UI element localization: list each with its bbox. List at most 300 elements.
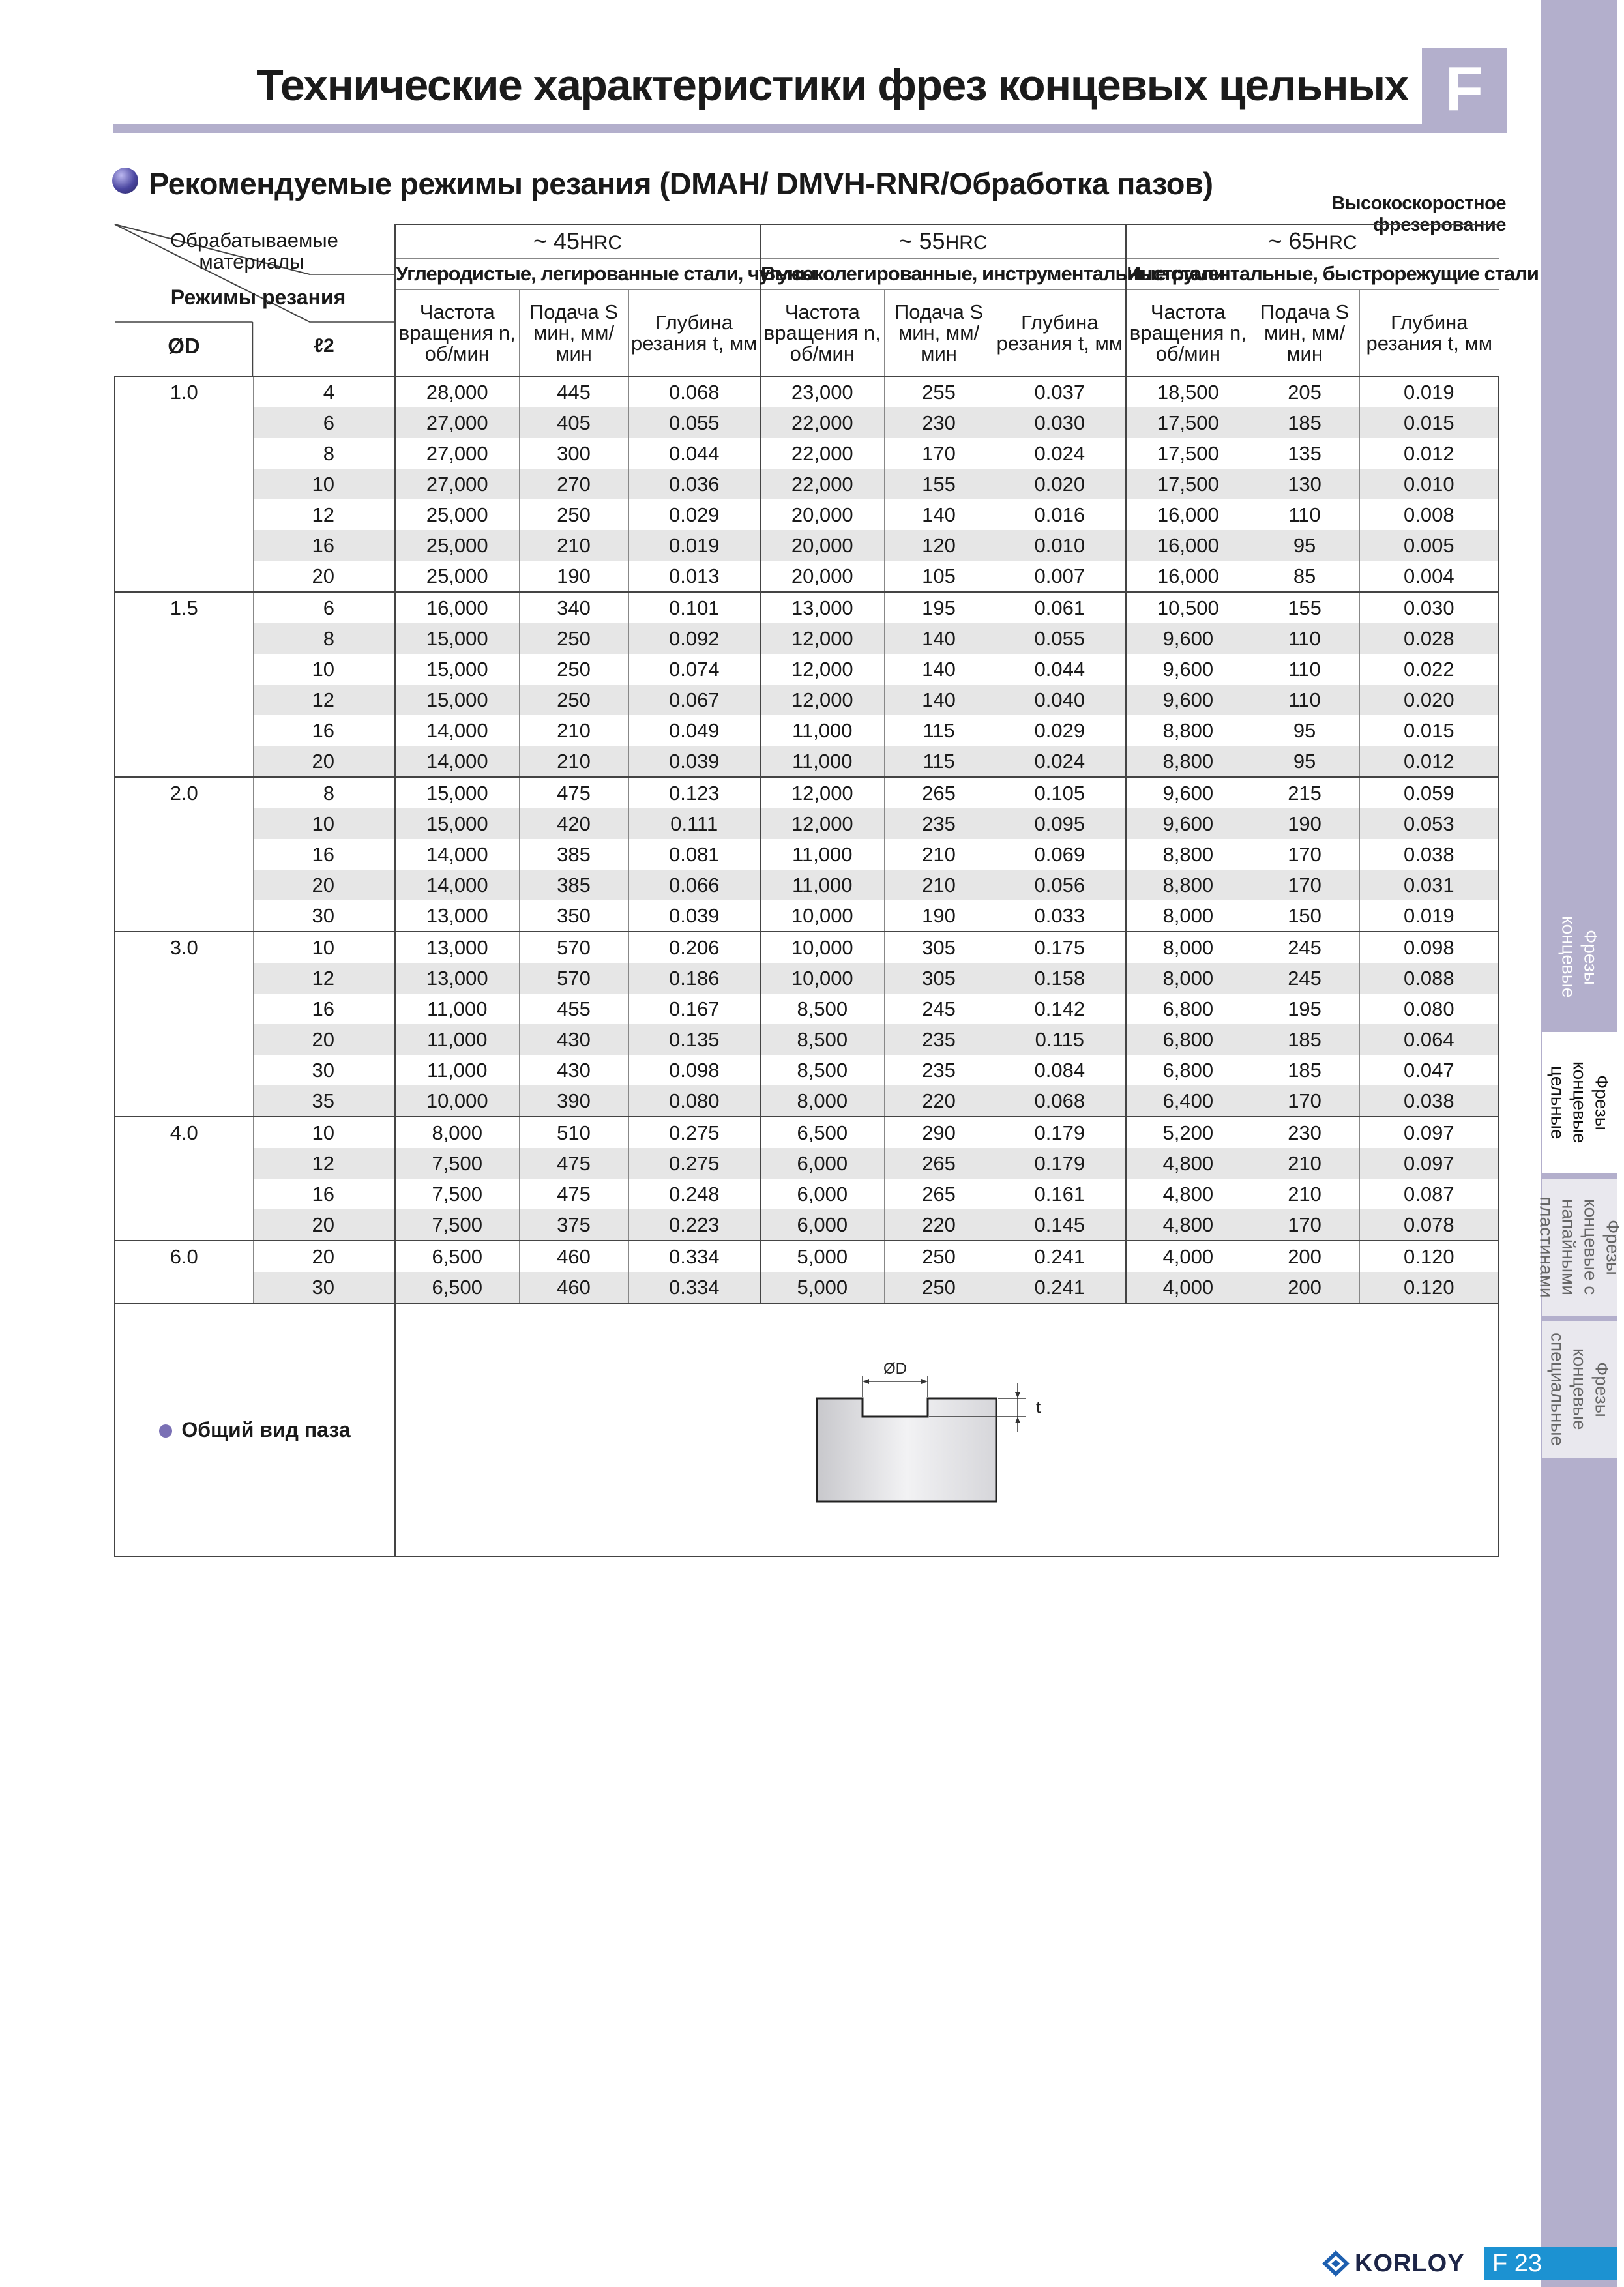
value-cell: 12,000 — [760, 623, 884, 654]
diameter-cell: 6.0 — [115, 1241, 253, 1272]
value-cell: 205 — [1250, 376, 1359, 407]
value-cell: 27,000 — [395, 438, 519, 469]
diameter-cell — [115, 438, 253, 469]
column-header: Глубина резания t, мм — [1359, 290, 1499, 376]
value-cell: 0.004 — [1359, 561, 1499, 592]
value-cell: 11,000 — [760, 839, 884, 870]
value-cell: 10,000 — [760, 900, 884, 932]
value-cell: 0.020 — [1359, 685, 1499, 715]
value-cell: 13,000 — [395, 963, 519, 994]
value-cell: 0.020 — [994, 469, 1126, 499]
value-cell: 475 — [519, 777, 628, 808]
value-cell: 0.175 — [994, 932, 1126, 963]
table-row — [115, 530, 1499, 561]
diameter-cell: 1.0 — [115, 376, 253, 407]
value-cell: 0.115 — [994, 1024, 1126, 1055]
column-header: Частота вращения n, об/мин — [760, 290, 884, 376]
value-cell: 130 — [1250, 469, 1359, 499]
dim-d-label: ØD — [883, 1360, 907, 1378]
table-row — [115, 963, 1499, 994]
table-row — [115, 407, 1499, 438]
value-cell: 17,500 — [1126, 438, 1250, 469]
section-title: Рекомендуемые режимы резания (DMAH/ DMVH-RNR/Обработка пазов) — [149, 166, 1213, 201]
value-cell: 290 — [884, 1117, 994, 1148]
value-cell: 185 — [1250, 407, 1359, 438]
group-materials-2: Высоколегированные, инструментальные стали — [760, 258, 1126, 289]
table-row — [115, 1117, 1499, 1148]
diameter-cell — [115, 685, 253, 715]
value-cell: 210 — [519, 746, 628, 777]
column-header: Подача S мин, мм/мин — [519, 290, 628, 376]
value-cell: 0.019 — [1359, 900, 1499, 932]
table-row — [115, 654, 1499, 685]
value-cell: 455 — [519, 994, 628, 1024]
value-cell: 210 — [519, 715, 628, 746]
value-cell: 0.161 — [994, 1179, 1126, 1209]
value-cell: 14,000 — [395, 839, 519, 870]
table-row — [115, 808, 1499, 839]
value-cell: 0.145 — [994, 1209, 1126, 1241]
value-cell: 0.097 — [1359, 1148, 1499, 1179]
corner-length-label: ℓ2 — [314, 335, 334, 357]
brand-name: KORLOY — [1355, 2249, 1465, 2277]
value-cell: 195 — [884, 592, 994, 623]
value-cell: 0.080 — [1359, 994, 1499, 1024]
sidebar-tab-label: Фрезы концевые специальные — [1547, 1332, 1612, 1447]
value-cell: 0.123 — [628, 777, 760, 808]
length-cell: 8 — [253, 623, 395, 654]
value-cell: 0.036 — [628, 469, 760, 499]
value-cell: 300 — [519, 438, 628, 469]
value-cell: 110 — [1250, 623, 1359, 654]
value-cell: 27,000 — [395, 407, 519, 438]
value-cell: 245 — [1250, 932, 1359, 963]
value-cell: 25,000 — [395, 561, 519, 592]
diameter-cell: 4.0 — [115, 1117, 253, 1148]
length-cell: 6 — [253, 407, 395, 438]
value-cell: 0.053 — [1359, 808, 1499, 839]
value-cell: 10,000 — [395, 1085, 519, 1117]
value-cell: 250 — [884, 1272, 994, 1303]
value-cell: 0.087 — [1359, 1179, 1499, 1209]
sidebar-tab-special-end-mills[interactable] — [1542, 1321, 1617, 1458]
value-cell: 18,500 — [1126, 376, 1250, 407]
value-cell: 430 — [519, 1024, 628, 1055]
value-cell: 7,500 — [395, 1209, 519, 1241]
value-cell: 420 — [519, 808, 628, 839]
length-cell: 10 — [253, 469, 395, 499]
value-cell: 25,000 — [395, 499, 519, 530]
value-cell: 0.030 — [1359, 592, 1499, 623]
length-cell: 6 — [253, 592, 395, 623]
diameter-cell — [115, 469, 253, 499]
diameter-cell — [115, 1085, 253, 1117]
value-cell: 215 — [1250, 777, 1359, 808]
value-cell: 250 — [519, 623, 628, 654]
value-cell: 220 — [884, 1085, 994, 1117]
value-cell: 0.008 — [1359, 499, 1499, 530]
value-cell: 9,600 — [1126, 654, 1250, 685]
sidebar-tab-end-mills[interactable] — [1542, 890, 1617, 1024]
table-row — [115, 438, 1499, 469]
sidebar-tab-label: Фрезы концевые цельные — [1547, 1061, 1612, 1144]
value-cell: 170 — [1250, 1209, 1359, 1241]
value-cell: 8,800 — [1126, 839, 1250, 870]
column-header: Подача S мин, мм/мин — [1250, 290, 1359, 376]
value-cell: 17,500 — [1126, 469, 1250, 499]
length-cell: 20 — [253, 1209, 395, 1241]
value-cell: 8,500 — [760, 1055, 884, 1085]
value-cell: 0.092 — [628, 623, 760, 654]
value-cell: 9,600 — [1126, 777, 1250, 808]
value-cell: 140 — [884, 654, 994, 685]
value-cell: 0.241 — [994, 1241, 1126, 1272]
value-cell: 570 — [519, 963, 628, 994]
value-cell: 0.120 — [1359, 1272, 1499, 1303]
value-cell: 0.031 — [1359, 870, 1499, 900]
value-cell: 195 — [1250, 994, 1359, 1024]
value-cell: 16,000 — [1126, 561, 1250, 592]
value-cell: 0.095 — [994, 808, 1126, 839]
value-cell: 22,000 — [760, 469, 884, 499]
diameter-cell — [115, 715, 253, 746]
value-cell: 95 — [1250, 746, 1359, 777]
value-cell: 475 — [519, 1148, 628, 1179]
value-cell: 13,000 — [760, 592, 884, 623]
value-cell: 8,000 — [1126, 963, 1250, 994]
value-cell: 0.081 — [628, 839, 760, 870]
value-cell: 0.012 — [1359, 438, 1499, 469]
value-cell: 115 — [884, 715, 994, 746]
value-cell: 11,000 — [395, 994, 519, 1024]
value-cell: 4,000 — [1126, 1241, 1250, 1272]
value-cell: 0.005 — [1359, 530, 1499, 561]
value-cell: 6,000 — [760, 1209, 884, 1241]
value-cell: 235 — [884, 1055, 994, 1085]
hardness-prefix: ~ 45 — [533, 228, 580, 255]
table-row — [115, 900, 1499, 932]
hardness-unit: HRC — [580, 232, 623, 254]
diameter-cell — [115, 900, 253, 932]
value-cell: 0.019 — [1359, 376, 1499, 407]
value-cell: 0.061 — [994, 592, 1126, 623]
value-cell: 13,000 — [395, 900, 519, 932]
value-cell: 0.024 — [994, 438, 1126, 469]
value-cell: 510 — [519, 1117, 628, 1148]
length-cell: 12 — [253, 1148, 395, 1179]
corner-modes-label: Режимы резания — [170, 286, 346, 309]
value-cell: 25,000 — [395, 530, 519, 561]
value-cell: 14,000 — [395, 746, 519, 777]
value-cell: 0.179 — [994, 1148, 1126, 1179]
group-header-55hrc — [760, 224, 1126, 258]
value-cell: 16,000 — [395, 592, 519, 623]
table-row — [115, 1209, 1499, 1241]
value-cell: 0.066 — [628, 870, 760, 900]
hardness-unit: HRC — [945, 232, 988, 254]
value-cell: 235 — [884, 808, 994, 839]
length-cell: 20 — [253, 870, 395, 900]
value-cell: 140 — [884, 499, 994, 530]
value-cell: 95 — [1250, 715, 1359, 746]
value-cell: 0.047 — [1359, 1055, 1499, 1085]
length-cell: 30 — [253, 900, 395, 932]
value-cell: 6,500 — [395, 1241, 519, 1272]
column-header: Частота вращения n, об/мин — [1126, 290, 1250, 376]
diameter-cell — [115, 839, 253, 870]
value-cell: 0.142 — [994, 994, 1126, 1024]
table-row — [115, 994, 1499, 1024]
value-cell: 170 — [884, 438, 994, 469]
table-row — [115, 1241, 1499, 1272]
value-cell: 0.186 — [628, 963, 760, 994]
value-cell: 10,000 — [760, 932, 884, 963]
value-cell: 0.179 — [994, 1117, 1126, 1148]
sidebar-tab-brazed-end-mills[interactable] — [1536, 1179, 1623, 1316]
value-cell: 0.010 — [994, 530, 1126, 561]
length-cell: 20 — [253, 746, 395, 777]
value-cell: 140 — [884, 685, 994, 715]
value-cell: 230 — [884, 407, 994, 438]
value-cell: 305 — [884, 963, 994, 994]
diameter-cell — [115, 1024, 253, 1055]
value-cell: 0.010 — [1359, 469, 1499, 499]
value-cell: 0.044 — [628, 438, 760, 469]
value-cell: 115 — [884, 746, 994, 777]
value-cell: 0.101 — [628, 592, 760, 623]
hardness-prefix: ~ 65 — [1268, 228, 1315, 255]
value-cell: 8,000 — [760, 1085, 884, 1117]
value-cell: 11,000 — [760, 746, 884, 777]
value-cell: 5,000 — [760, 1241, 884, 1272]
value-cell: 170 — [1250, 839, 1359, 870]
diameter-cell — [115, 870, 253, 900]
value-cell: 22,000 — [760, 438, 884, 469]
value-cell: 8,000 — [1126, 900, 1250, 932]
value-cell: 0.055 — [628, 407, 760, 438]
value-cell: 12,000 — [760, 808, 884, 839]
value-cell: 0.074 — [628, 654, 760, 685]
slot-view-bullet-icon — [159, 1424, 172, 1438]
length-cell: 12 — [253, 499, 395, 530]
diameter-cell — [115, 994, 253, 1024]
diameter-cell — [115, 1148, 253, 1179]
value-cell: 14,000 — [395, 870, 519, 900]
value-cell: 5,200 — [1126, 1117, 1250, 1148]
section-letter-badge: F — [1422, 48, 1507, 131]
table-row — [115, 592, 1499, 623]
value-cell: 0.167 — [628, 994, 760, 1024]
length-cell: 20 — [253, 1241, 395, 1272]
value-cell: 210 — [884, 839, 994, 870]
value-cell: 0.033 — [994, 900, 1126, 932]
value-cell: 305 — [884, 932, 994, 963]
diameter-cell — [115, 808, 253, 839]
value-cell: 27,000 — [395, 469, 519, 499]
column-header: Подача S мин, мм/мин — [884, 290, 994, 376]
value-cell: 0.241 — [994, 1272, 1126, 1303]
value-cell: 9,600 — [1126, 808, 1250, 839]
value-cell: 4,000 — [1126, 1272, 1250, 1303]
value-cell: 155 — [1250, 592, 1359, 623]
dim-t-label: t — [1035, 1397, 1041, 1417]
diameter-cell — [115, 1209, 253, 1241]
value-cell: 0.024 — [994, 746, 1126, 777]
value-cell: 390 — [519, 1085, 628, 1117]
value-cell: 4,800 — [1126, 1148, 1250, 1179]
section-bullet-icon — [112, 168, 138, 194]
value-cell: 0.028 — [1359, 623, 1499, 654]
diameter-cell — [115, 654, 253, 685]
corner-materials-label: Обрабатываемые материалы — [170, 229, 338, 273]
value-cell: 350 — [519, 900, 628, 932]
table-row — [115, 839, 1499, 870]
value-cell: 0.069 — [994, 839, 1126, 870]
value-cell: 185 — [1250, 1055, 1359, 1085]
value-cell: 220 — [884, 1209, 994, 1241]
value-cell: 460 — [519, 1241, 628, 1272]
value-cell: 6,000 — [760, 1179, 884, 1209]
value-cell: 17,500 — [1126, 407, 1250, 438]
sidebar-tab-label: Фрезы концевые с напайными пластинами — [1536, 1196, 1623, 1298]
length-cell: 35 — [253, 1085, 395, 1117]
length-cell: 10 — [253, 1117, 395, 1148]
value-cell: 0.084 — [994, 1055, 1126, 1085]
value-cell: 190 — [519, 561, 628, 592]
value-cell: 0.015 — [1359, 407, 1499, 438]
value-cell: 235 — [884, 1024, 994, 1055]
value-cell: 460 — [519, 1272, 628, 1303]
value-cell: 0.105 — [994, 777, 1126, 808]
length-cell: 16 — [253, 715, 395, 746]
value-cell: 6,000 — [760, 1148, 884, 1179]
value-cell: 445 — [519, 376, 628, 407]
value-cell: 0.030 — [994, 407, 1126, 438]
value-cell: 10,500 — [1126, 592, 1250, 623]
value-cell: 8,500 — [760, 994, 884, 1024]
sidebar-tab-label: Фрезы концевые — [1558, 916, 1601, 998]
value-cell: 0.016 — [994, 499, 1126, 530]
value-cell: 16,000 — [1126, 499, 1250, 530]
value-cell: 0.029 — [628, 499, 760, 530]
value-cell: 0.007 — [994, 561, 1126, 592]
page-title: Технические характеристики фрез концевых цельных — [256, 61, 1408, 110]
section-subtitle: Высокоскоростное фрезерование — [1331, 193, 1506, 235]
table-row — [115, 685, 1499, 715]
title-rule — [113, 124, 1507, 133]
column-header: Частота вращения n, об/мин — [395, 290, 519, 376]
value-cell: 0.064 — [1359, 1024, 1499, 1055]
value-cell: 95 — [1250, 530, 1359, 561]
value-cell: 0.334 — [628, 1241, 760, 1272]
value-cell: 85 — [1250, 561, 1359, 592]
table-row — [115, 715, 1499, 746]
value-cell: 405 — [519, 407, 628, 438]
value-cell: 0.098 — [628, 1055, 760, 1085]
value-cell: 0.040 — [994, 685, 1126, 715]
table-row — [115, 746, 1499, 777]
value-cell: 0.038 — [1359, 839, 1499, 870]
value-cell: 110 — [1250, 499, 1359, 530]
length-cell: 16 — [253, 839, 395, 870]
value-cell: 375 — [519, 1209, 628, 1241]
hardness-unit: HRC — [1314, 232, 1357, 254]
slot-diagram — [810, 1345, 1084, 1514]
value-cell: 0.120 — [1359, 1241, 1499, 1272]
value-cell: 245 — [1250, 963, 1359, 994]
value-cell: 120 — [884, 530, 994, 561]
value-cell: 265 — [884, 1179, 994, 1209]
value-cell: 9,600 — [1126, 623, 1250, 654]
value-cell: 200 — [1250, 1272, 1359, 1303]
value-cell: 0.055 — [994, 623, 1126, 654]
column-header: Глубина резания t, мм — [628, 290, 760, 376]
table-row — [115, 623, 1499, 654]
value-cell: 170 — [1250, 870, 1359, 900]
value-cell: 0.078 — [1359, 1209, 1499, 1241]
diameter-cell — [115, 561, 253, 592]
korloy-logo-icon — [1321, 2249, 1351, 2278]
value-cell: 8,000 — [395, 1117, 519, 1148]
value-cell: 9,600 — [1126, 685, 1250, 715]
value-cell: 5,000 — [760, 1272, 884, 1303]
table-row — [115, 870, 1499, 900]
value-cell: 4,800 — [1126, 1179, 1250, 1209]
length-cell: 16 — [253, 530, 395, 561]
diameter-cell — [115, 963, 253, 994]
value-cell: 0.068 — [994, 1085, 1126, 1117]
value-cell: 105 — [884, 561, 994, 592]
value-cell: 8,800 — [1126, 746, 1250, 777]
length-cell: 10 — [253, 808, 395, 839]
length-cell: 8 — [253, 777, 395, 808]
value-cell: 15,000 — [395, 808, 519, 839]
value-cell: 7,500 — [395, 1148, 519, 1179]
value-cell: 0.019 — [628, 530, 760, 561]
table-row — [115, 561, 1499, 592]
value-cell: 6,800 — [1126, 1024, 1250, 1055]
value-cell: 4,800 — [1126, 1209, 1250, 1241]
value-cell: 185 — [1250, 1024, 1359, 1055]
value-cell: 250 — [519, 654, 628, 685]
table-row — [115, 1024, 1499, 1055]
diameter-cell — [115, 1272, 253, 1303]
value-cell: 0.098 — [1359, 932, 1499, 963]
value-cell: 22,000 — [760, 407, 884, 438]
value-cell: 245 — [884, 994, 994, 1024]
value-cell: 0.038 — [1359, 1085, 1499, 1117]
group-materials-1: Углеродистые, легированные стали, чугуны — [395, 258, 760, 289]
sidebar-tab-solid-end-mills[interactable] — [1542, 1032, 1617, 1173]
brand-logo — [1321, 2249, 1465, 2278]
corner-diameter-label: ØD — [168, 334, 200, 358]
value-cell: 0.012 — [1359, 746, 1499, 777]
value-cell: 14,000 — [395, 715, 519, 746]
value-cell: 110 — [1250, 654, 1359, 685]
value-cell: 270 — [519, 469, 628, 499]
value-cell: 11,000 — [395, 1055, 519, 1085]
value-cell: 16,000 — [1126, 530, 1250, 561]
diameter-cell — [115, 499, 253, 530]
value-cell: 0.088 — [1359, 963, 1499, 994]
value-cell: 20,000 — [760, 561, 884, 592]
diameter-cell: 3.0 — [115, 932, 253, 963]
value-cell: 210 — [1250, 1179, 1359, 1209]
diameter-cell — [115, 530, 253, 561]
value-cell: 12,000 — [760, 654, 884, 685]
value-cell: 6,400 — [1126, 1085, 1250, 1117]
value-cell: 20,000 — [760, 499, 884, 530]
